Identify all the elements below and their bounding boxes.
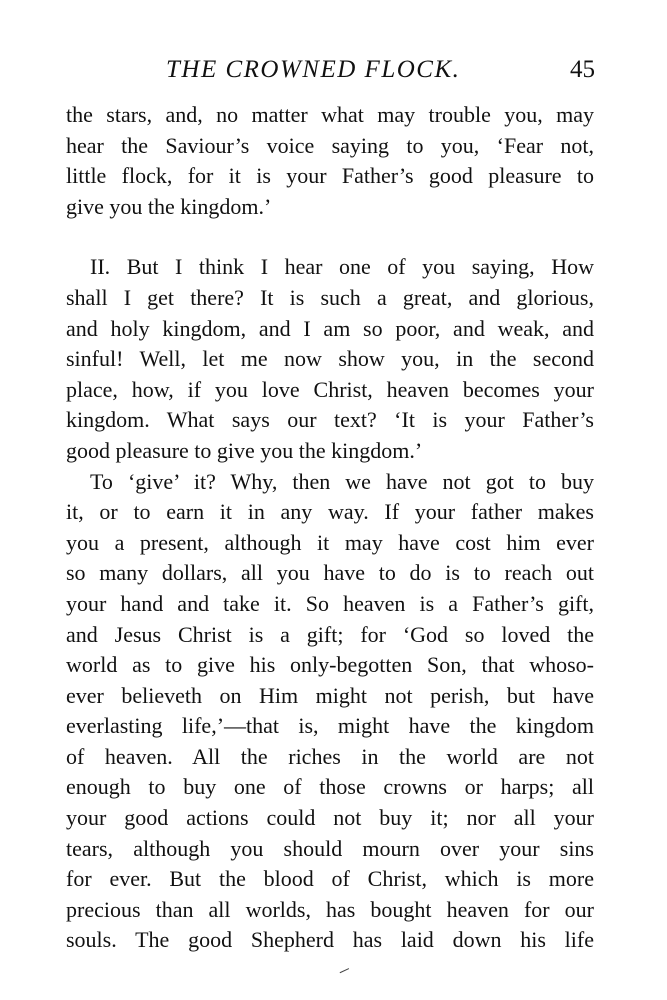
page-speck — [340, 968, 351, 976]
text-line: world as to give his only-begotten Son, that whoso- — [66, 652, 594, 678]
text-line: sinful! Well, let me now show you, in the second — [66, 346, 594, 372]
text-line: your hand and take it. So heaven is a Father’s gift, — [66, 590, 594, 616]
text-line: To ‘give’ it? Why, then we have not got to buy — [90, 468, 594, 494]
text-line: souls. The good Shepherd has laid down his life — [66, 927, 594, 953]
text-line: kingdom. What says our text? ‘It is your Father’s — [66, 407, 594, 433]
text-line: ever believeth on Him might not perish, but have — [66, 682, 594, 708]
text-line: it, or to earn it in any way. If your father makes — [66, 499, 594, 525]
page-number: 45 — [570, 56, 595, 83]
paragraph — [66, 252, 594, 466]
body-text — [66, 100, 594, 956]
paragraph — [66, 467, 594, 957]
text-line: and Jesus Christ is a gift; for ‘God so loved the — [66, 621, 594, 647]
text-line: little flock, for it is your Father’s good pleasure to — [66, 163, 594, 189]
running-header — [66, 56, 595, 92]
text-line: precious than all worlds, has bought heaven for our — [66, 896, 594, 922]
text-line: enough to buy one of those crowns or harps; all — [66, 774, 594, 800]
text-line: hear the Saviour’s voice saying to you, ‘Fear not, — [66, 132, 594, 158]
text-line: for ever. But the blood of Christ, which is more — [66, 866, 594, 892]
text-line: good pleasure to give you the kingdom.’ — [66, 437, 423, 463]
text-line: and holy kingdom, and I am so poor, and weak, and — [66, 315, 594, 341]
text-line: of heaven. All the riches in the world are not — [66, 743, 594, 769]
paragraph — [66, 100, 594, 222]
text-line: you a present, although it may have cost him ever — [66, 529, 594, 555]
running-title: THE CROWNED FLOCK. — [166, 56, 461, 83]
text-line: II. But I think I hear one of you saying, How — [90, 254, 594, 280]
text-line: everlasting life,’—that is, might have the kingdom — [66, 713, 594, 739]
text-line: place, how, if you love Christ, heaven becomes your — [66, 376, 594, 402]
paragraph-gap — [66, 222, 594, 252]
text-line: the stars, and, no matter what may trouble you, may — [66, 102, 594, 127]
text-line: give you the kingdom.’ — [66, 193, 272, 219]
text-line: shall I get there? It is such a great, and glorious, — [66, 284, 594, 310]
text-line: tears, although you should mourn over your sins — [66, 835, 594, 861]
text-line: so many dollars, all you have to do is to reach out — [66, 560, 594, 586]
text-line: your good actions could not buy it; nor all your — [66, 805, 594, 831]
